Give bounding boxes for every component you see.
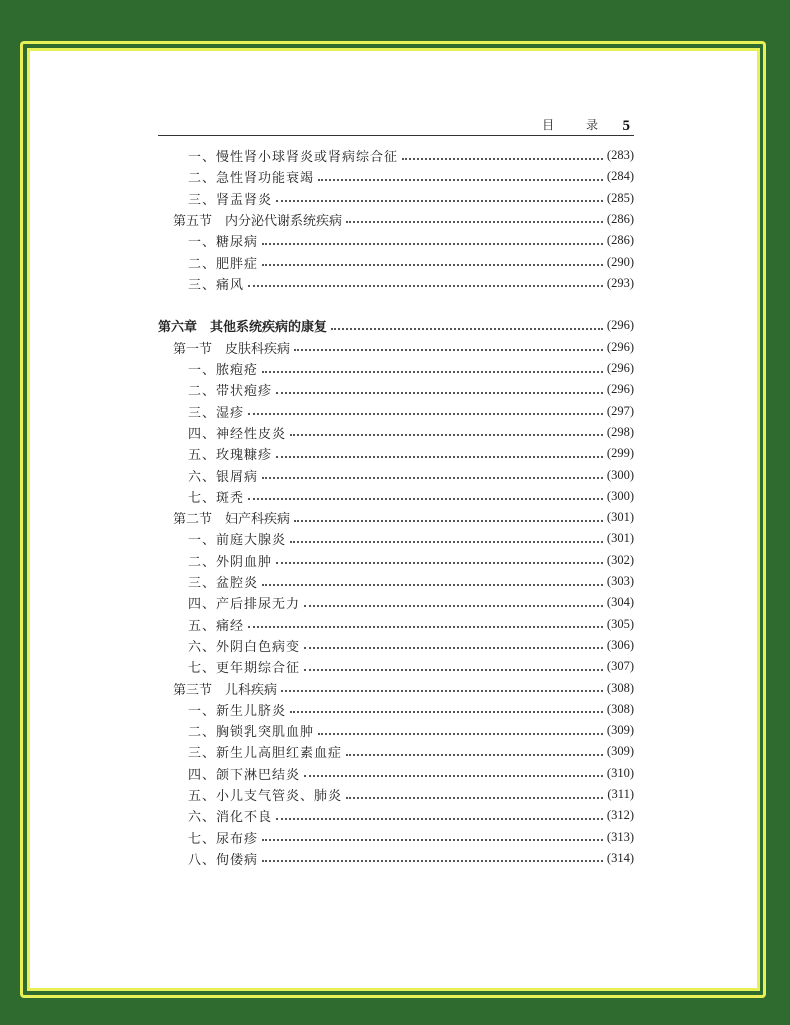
toc-entry-page: (310)	[606, 765, 634, 780]
toc-entry-title: 一、慢性肾小球肾炎或肾病综合征	[188, 150, 399, 165]
dot-leader	[331, 328, 603, 330]
toc-entry-item	[158, 699, 634, 720]
dot-leader	[248, 285, 603, 287]
toc-entry-title: 第六章 其他系统疾病的康复	[158, 320, 328, 336]
toc-entry-title: 四、产后排尿无力	[188, 597, 301, 613]
toc-entry-page: (296)	[606, 318, 634, 333]
toc-entry-chapter	[158, 315, 634, 336]
toc-entry-page: (286)	[606, 233, 634, 248]
toc-entry-item	[158, 741, 634, 762]
toc-entry-page: (303)	[606, 574, 634, 588]
toc-entry-item	[158, 614, 634, 635]
toc-entry-item	[158, 827, 634, 848]
toc-entry-item	[158, 379, 634, 400]
toc-entry-title: 四、颌下淋巴结炎	[188, 767, 301, 783]
toc-entry-item	[158, 145, 634, 166]
toc-entry-item	[158, 358, 634, 379]
dot-leader	[276, 456, 603, 458]
page-number: 5	[622, 118, 630, 134]
toc-entry-title: 第五节 内分泌代谢系统疾病	[173, 213, 343, 229]
toc-entry-title: 五、小儿支气管炎、肺炎	[188, 789, 343, 804]
toc-entry-title: 七、尿布疹	[188, 831, 259, 847]
toc-entry-title: 一、前庭大腺炎	[188, 533, 287, 549]
toc-entry-page: (286)	[606, 211, 634, 226]
toc-entry-title: 三、盆腔炎	[188, 576, 259, 591]
toc-entry-section	[158, 337, 634, 358]
toc-entry-item	[158, 805, 634, 826]
toc-entry-item	[158, 848, 634, 869]
toc-entry-title: 七、斑秃	[188, 490, 245, 506]
toc-entry-section	[158, 678, 634, 699]
toc-entry-item	[158, 252, 634, 273]
dot-leader	[276, 392, 603, 394]
toc-entry-page: (308)	[606, 701, 634, 716]
toc-entry-title: 三、新生儿高胆红素血症	[188, 746, 343, 762]
dot-leader	[262, 477, 603, 479]
toc-entry-page: (309)	[606, 723, 634, 738]
dot-leader	[318, 733, 603, 735]
toc-entry-title: 二、肥胖症	[188, 256, 259, 272]
toc-entry-title: 三、痛风	[188, 277, 245, 293]
toc-entry-title: 五、痛经	[188, 618, 245, 634]
dot-leader	[281, 690, 603, 692]
toc-entry-item	[158, 635, 634, 656]
toc-entry-title: 一、脓疱疮	[188, 363, 259, 378]
toc-entry-page: (290)	[606, 254, 634, 269]
toc-entry-page: (313)	[606, 829, 634, 844]
toc-entry-title: 二、外阴血肿	[188, 554, 273, 570]
toc-entry-title: 八、佝偻病	[188, 852, 259, 868]
toc-entry-item	[158, 465, 634, 486]
dot-leader	[290, 711, 603, 713]
dot-leader	[346, 221, 603, 223]
toc-entry-page: (283)	[606, 148, 634, 162]
toc-entry-page: (297)	[606, 403, 634, 418]
dot-leader	[294, 349, 603, 351]
toc-entry-item	[158, 550, 634, 571]
toc-entry-title: 第二节 妇产科疾病	[173, 512, 291, 528]
dot-leader	[248, 413, 603, 415]
running-header	[158, 116, 634, 136]
toc-entry-page: (299)	[606, 446, 634, 461]
toc-entry-title: 三、湿疹	[188, 405, 245, 421]
toc-entry-page: (293)	[606, 275, 634, 290]
toc-entry-title: 六、银屑病	[188, 469, 259, 485]
toc-entry-title: 五、玫瑰糠疹	[188, 448, 273, 464]
toc-entry-item	[158, 784, 634, 805]
toc-entry-item	[158, 763, 634, 784]
toc-entry-page: (285)	[606, 190, 634, 205]
toc-entry-section	[158, 209, 634, 230]
toc-entry-item	[158, 230, 634, 251]
toc-entry-item	[158, 592, 634, 613]
toc-entry-item	[158, 528, 634, 549]
dot-leader	[290, 434, 603, 436]
running-title: 目 录	[542, 118, 612, 132]
dot-leader	[402, 158, 603, 160]
toc-entry-page: (300)	[606, 488, 634, 503]
toc-entry-item	[158, 486, 634, 507]
toc-entry-item	[158, 422, 634, 443]
dot-leader	[304, 647, 603, 649]
dot-leader	[262, 860, 603, 862]
toc-entry-page: (305)	[606, 616, 634, 631]
toc-entry-page: (300)	[606, 467, 634, 482]
toc-entry-page: (306)	[606, 637, 634, 652]
toc-entry-page: (311)	[607, 787, 634, 801]
toc-entry-title: 六、外阴白色病变	[188, 639, 301, 655]
toc-entry-title: 七、更年期综合征	[188, 661, 301, 677]
toc-entry-item	[158, 188, 634, 209]
toc-entry-page: (308)	[606, 680, 634, 695]
toc-entry-page: (309)	[606, 744, 634, 759]
dot-leader	[276, 200, 603, 202]
toc-entry-page: (284)	[606, 169, 634, 184]
toc-entry-item	[158, 166, 634, 187]
dot-leader	[262, 371, 603, 373]
dot-leader	[304, 605, 603, 607]
toc-entry-section	[158, 507, 634, 528]
toc-entry-item	[158, 720, 634, 741]
toc-entry-page: (296)	[606, 339, 634, 354]
toc-entry-page: (296)	[606, 361, 634, 375]
dot-leader	[262, 243, 603, 245]
toc-entry-item	[158, 273, 634, 294]
toc-entry-title: 第一节 皮肤科疾病	[173, 341, 291, 357]
dot-leader	[290, 541, 603, 543]
toc-entry-page: (298)	[606, 424, 634, 439]
toc-entry-page: (296)	[606, 382, 634, 397]
toc-entry-page: (307)	[606, 659, 634, 674]
toc-entry-page: (314)	[606, 850, 634, 865]
toc-entry-title: 六、消化不良	[188, 810, 273, 826]
toc-entry-page: (301)	[606, 531, 634, 546]
dot-leader	[262, 839, 603, 841]
toc-entry-page: (301)	[606, 510, 634, 525]
dot-leader	[346, 797, 603, 799]
dot-leader	[318, 179, 603, 181]
toc-entry-page: (304)	[606, 595, 634, 610]
dot-leader	[346, 754, 603, 756]
toc-entry-title: 二、带状疱疹	[188, 384, 273, 400]
toc-entry-title: 一、新生儿脐炎	[188, 703, 287, 719]
toc-entry-title: 三、肾盂肾炎	[188, 192, 273, 208]
toc-entry-item	[158, 443, 634, 464]
toc-entry-title: 四、神经性皮炎	[188, 426, 287, 442]
toc-entry-page: (312)	[606, 808, 634, 823]
toc-entry-title: 一、糖尿病	[188, 235, 259, 251]
toc-entry-title: 第三节 儿科疾病	[173, 682, 278, 698]
toc-entry-item	[158, 401, 634, 422]
toc-entry-page: (302)	[606, 552, 634, 567]
dot-leader	[294, 520, 603, 522]
dot-leader	[248, 626, 603, 628]
dot-leader	[304, 775, 603, 777]
toc-entry-title: 二、急性肾功能衰竭	[188, 171, 315, 187]
dot-leader	[304, 669, 603, 671]
dot-leader	[248, 498, 603, 500]
toc-entry-item	[158, 656, 634, 677]
dot-leader	[262, 584, 603, 586]
toc-entry-title: 二、胸锁乳突肌血肿	[188, 725, 315, 741]
toc-entry-item	[158, 571, 634, 592]
dot-leader	[262, 264, 603, 266]
dot-leader	[276, 562, 603, 564]
dot-leader	[276, 818, 603, 820]
